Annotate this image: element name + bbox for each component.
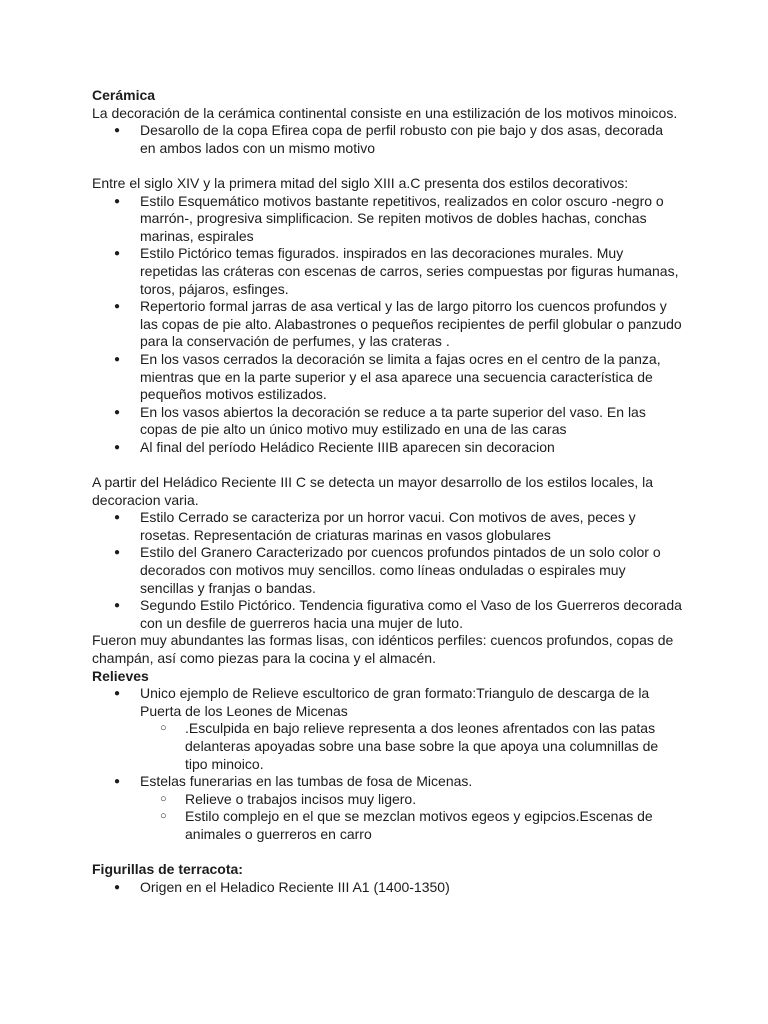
sub-list (140, 791, 682, 844)
list-item: ● En los vasos abiertos la decoración se reduce a ta parte superior del vaso. En las copas de pie alto un único motivo muy estilizado en una de las caras (92, 404, 682, 439)
list-item: ● Al final del período Heládico Reciente IIIB aparecen sin decoracion (92, 439, 682, 457)
ceramica-bullets (92, 122, 682, 157)
list-item: ● Desarollo de la copa Efirea copa de perfil robusto con pie bajo y dos asas, decorada en ambos lados con un mismo motivo (92, 122, 682, 157)
list-item-text: Estelas funerarias en las tumbas de fosa de Micenas. (140, 773, 473, 790)
list-item (92, 773, 682, 843)
list-item-text: Unico ejemplo de Relieve escultorico de gran formato:Triangulo de descarga de la Puerta de los Leones de Micenas (140, 685, 650, 719)
list-item: ● Origen en el Heladico Reciente III A1 (1400-1350) (92, 879, 682, 897)
list-item: ● Estilo Esquemático motivos bastante repetitivos, realizados en color oscuro -negro o marrón-, progresiva simplificacion. Se repiten motivos de dobles hachas, conchas marinas, espirales (92, 193, 682, 246)
ceramica-styles-list (92, 193, 682, 457)
list-item: ● Repertorio formal jarras de asa vertical y las de largo pitorro los cuencos profundos y las copas de pie alto. Alabastrones o pequeños recipientes de perfil globular o panzudo para la conservación de perfumes, y las crateras . (92, 298, 682, 351)
sub-list-item: ○ Relieve o trabajos incisos muy ligero. (92, 791, 682, 809)
list-item: ● Estilo del Granero Caracterizado por cuencos profundos pintados de un solo color o decorados con motivos muy sencillos. como líneas onduladas o espirales muy sencillas y franjas o bandas. (92, 544, 682, 597)
list-item: ● En los vasos cerrados la decoración se limita a fajas ocres en el centro de la panza, mientras que en la parte superior y el asa aparece una secuencia característica de pequeños motivos estilizados. (92, 351, 682, 404)
sub-list (140, 720, 682, 773)
section-heading-relieves: Relieves (92, 667, 149, 684)
ceramica-intro: La decoración de la cerámica continental consiste en una estilización de los motivos minoicos. (92, 104, 678, 121)
sub-list-item: ○ Estilo complejo en el que se mezclan motivos egeos y egipcios.Escenas de animales o guerreros en carro (92, 808, 682, 843)
figurillas-list (92, 879, 682, 897)
ceramica-period-intro: Entre el siglo XIV y la primera mitad del siglo XIII a.C presenta dos estilos decorativos: (92, 174, 629, 191)
list-item (92, 685, 682, 773)
relieves-list (92, 685, 682, 843)
sub-list-item: ○ .Esculpida en bajo relieve representa a dos leones afrentados con las patas delanteras apoyadas sobre una base sobre la que apoya una columnillas de tipo minoico. (92, 720, 682, 773)
list-item: ● Estilo Pictórico temas figurados. inspirados en las decoraciones murales. Muy repetidas las cráteras con escenas de carros, series compuestas por figuras humanas, toros, pájaros, esfinges. (92, 245, 682, 298)
list-item: ● Estilo Cerrado se caracteriza por un horror vacui. Con motivos de aves, peces y rosetas. Representación de criaturas marinas en vasos globulares (92, 509, 682, 544)
document-page (92, 87, 682, 896)
blank-line (92, 157, 682, 175)
blank-line (92, 844, 682, 862)
ceramica-later-styles-list (92, 509, 682, 632)
ceramica-later-intro: A partir del Heládico Reciente III C se detecta un mayor desarrollo de los estilos locales, la decoracion varia. (92, 474, 654, 508)
ceramica-closing: Fueron muy abundantes las formas lisas, con idénticos perfiles: cuencos profundos, copas de champán, así como piezas para la cocina y el almacén. (92, 632, 674, 666)
list-item: ● Segundo Estilo Pictórico. Tendencia figurativa como el Vaso de los Guerreros decorada con un desfile de guerreros hacia una mujer de luto. (92, 597, 682, 632)
section-heading-ceramica: Cerámica (92, 87, 156, 103)
section-heading-figurillas: Figurillas de terracota: (92, 861, 243, 878)
blank-line (92, 456, 682, 474)
